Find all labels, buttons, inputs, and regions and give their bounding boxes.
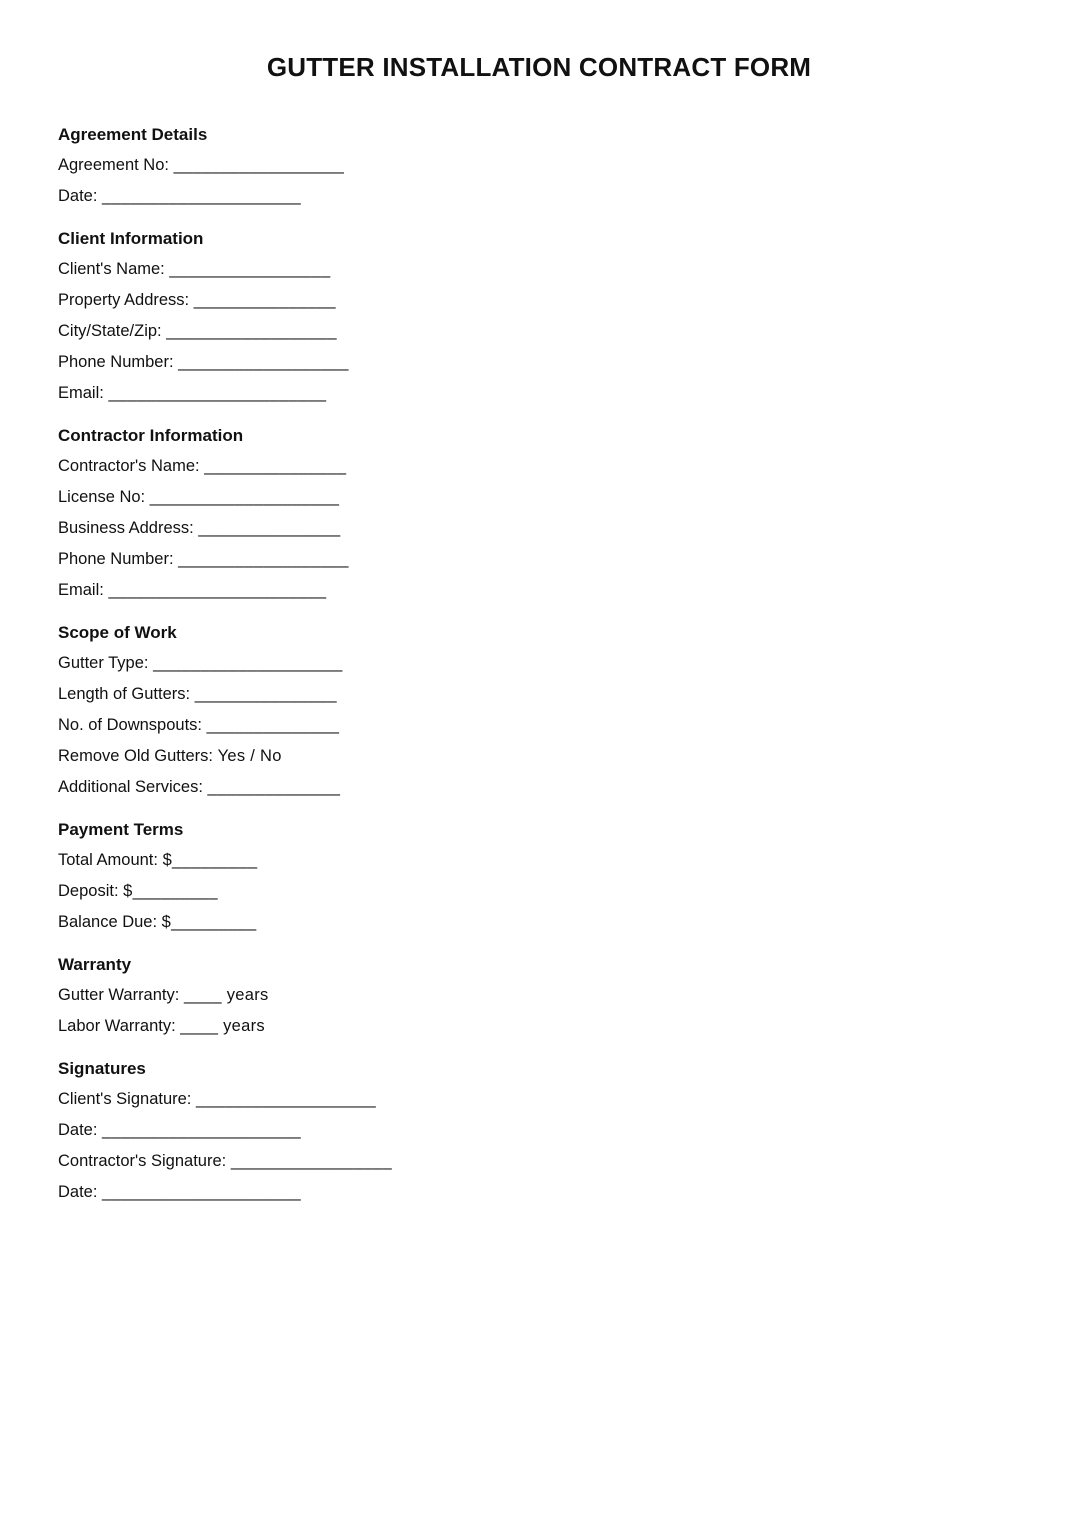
field-label-agreement-no: Agreement No: — [58, 156, 169, 174]
field-blank-agreement-date: _____________________ — [102, 187, 302, 205]
field-blank-labor-warranty: ____ years — [180, 1017, 265, 1035]
field-label-contractor-name: Contractor's Name: — [58, 457, 200, 475]
field-length-of-gutters — [58, 679, 1020, 710]
field-remove-old-gutters — [58, 741, 1020, 772]
field-blank-license-no: ____________________ — [149, 488, 340, 506]
field-city-state-zip — [58, 316, 1020, 347]
field-label-license-no: License No: — [58, 488, 146, 506]
field-contractor-name — [58, 451, 1020, 482]
field-blank-client-email: _______________________ — [108, 384, 327, 402]
field-label-contractor-signature-date: Date: — [58, 1183, 98, 1201]
section-agreement-details — [58, 119, 1020, 212]
section-contractor-information — [58, 420, 1020, 606]
field-blank-property-address: _______________ — [193, 291, 336, 309]
field-label-total-amount: Total Amount: — [58, 851, 158, 869]
field-contractor-signature — [58, 1146, 1020, 1177]
field-blank-contractor-signature-date: _____________________ — [102, 1183, 302, 1201]
field-label-contractor-signature: Contractor's Signature: — [58, 1152, 227, 1170]
field-blank-balance-due: $_________ — [161, 913, 257, 931]
field-blank-contractor-name: _______________ — [204, 457, 347, 475]
field-client-signature-date — [58, 1115, 1020, 1146]
field-label-city-state-zip: City/State/Zip: — [58, 322, 162, 340]
section-warranty — [58, 949, 1020, 1042]
field-business-address — [58, 513, 1020, 544]
field-client-email — [58, 378, 1020, 409]
field-balance-due — [58, 907, 1020, 938]
page-title: GUTTER INSTALLATION CONTRACT FORM — [266, 52, 812, 82]
field-label-labor-warranty: Labor Warranty: — [58, 1017, 176, 1035]
field-gutter-type — [58, 648, 1020, 679]
field-deposit — [58, 876, 1020, 907]
field-label-client-name: Client's Name: — [58, 260, 165, 278]
field-blank-gutter-type: ____________________ — [153, 654, 343, 672]
section-heading-warranty: Warranty — [58, 955, 132, 974]
field-contractor-email — [58, 575, 1020, 606]
section-signatures — [58, 1053, 1020, 1208]
section-client-information — [58, 223, 1020, 409]
field-blank-city-state-zip: __________________ — [166, 322, 337, 340]
section-scope-of-work — [58, 617, 1020, 803]
field-blank-gutter-warranty: ____ years — [183, 986, 269, 1004]
form-sections — [58, 119, 1020, 1208]
field-blank-total-amount: $_________ — [162, 851, 258, 869]
section-heading-payment-terms: Payment Terms — [58, 820, 184, 839]
field-blank-additional-services: ______________ — [207, 778, 341, 796]
field-blank-length-of-gutters: _______________ — [194, 685, 337, 703]
field-blank-client-signature-date: _____________________ — [102, 1121, 302, 1139]
section-payment-terms — [58, 814, 1020, 938]
field-blank-client-phone-number: __________________ — [178, 353, 349, 371]
field-label-client-signature: Client's Signature: — [58, 1090, 192, 1108]
field-blank-client-name: _________________ — [169, 260, 331, 278]
section-heading-contractor-information: Contractor Information — [58, 426, 244, 445]
field-label-additional-services: Additional Services: — [58, 778, 203, 796]
field-label-length-of-gutters: Length of Gutters: — [58, 685, 191, 703]
field-label-business-address: Business Address: — [58, 519, 194, 537]
field-blank-contractor-signature: _________________ — [230, 1152, 392, 1170]
section-heading-scope-of-work: Scope of Work — [58, 623, 177, 642]
section-heading-agreement-details: Agreement Details — [58, 125, 208, 144]
field-no-of-downspouts — [58, 710, 1020, 741]
field-label-no-of-downspouts: No. of Downspouts: — [58, 716, 202, 734]
field-contractor-signature-date — [58, 1177, 1020, 1208]
field-label-gutter-warranty: Gutter Warranty: — [58, 986, 180, 1004]
field-label-client-signature-date: Date: — [58, 1121, 98, 1139]
field-blank-no-of-downspouts: ______________ — [206, 716, 340, 734]
field-agreement-no — [58, 150, 1020, 181]
field-label-client-email: Email: — [58, 384, 104, 402]
field-blank-client-signature: ___________________ — [195, 1090, 377, 1108]
field-label-gutter-type: Gutter Type: — [58, 654, 149, 672]
field-label-client-phone-number: Phone Number: — [58, 353, 174, 371]
field-label-property-address: Property Address: — [58, 291, 190, 309]
field-client-signature — [58, 1084, 1020, 1115]
field-label-contractor-phone-number: Phone Number: — [58, 550, 174, 568]
field-blank-deposit: $_________ — [123, 882, 218, 900]
field-label-contractor-email: Email: — [58, 581, 104, 599]
field-label-agreement-date: Date: — [58, 187, 98, 205]
field-total-amount — [58, 845, 1020, 876]
field-blank-business-address: _______________ — [198, 519, 341, 537]
field-client-phone-number — [58, 347, 1020, 378]
field-label-deposit: Deposit: — [58, 882, 119, 900]
field-additional-services — [58, 772, 1020, 803]
section-heading-client-information: Client Information — [58, 229, 204, 248]
field-property-address — [58, 285, 1020, 316]
field-blank-agreement-no: __________________ — [173, 156, 345, 174]
field-gutter-warranty — [58, 980, 1020, 1011]
field-blank-contractor-email: _______________________ — [108, 581, 327, 599]
field-labor-warranty — [58, 1011, 1020, 1042]
field-label-balance-due: Balance Due: — [58, 913, 158, 931]
field-client-name — [58, 254, 1020, 285]
field-license-no — [58, 482, 1020, 513]
field-contractor-phone-number — [58, 544, 1020, 575]
field-blank-remove-old-gutters: Yes / No — [217, 747, 282, 765]
field-label-remove-old-gutters: Remove Old Gutters: — [58, 747, 213, 765]
field-blank-contractor-phone-number: __________________ — [178, 550, 349, 568]
section-heading-signatures: Signatures — [58, 1059, 146, 1078]
field-agreement-date — [58, 181, 1020, 212]
